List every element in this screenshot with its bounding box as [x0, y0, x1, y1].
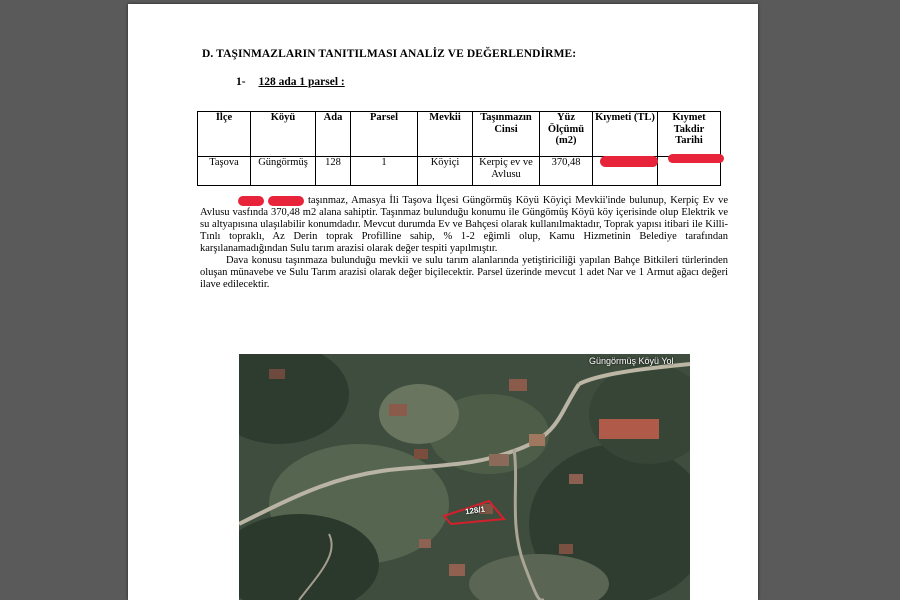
- redaction-mark-value: [600, 156, 658, 167]
- header-cinsi: Taşınmazın Cinsi: [473, 112, 540, 157]
- parcel-info-table: [197, 111, 721, 186]
- document-page: [128, 4, 758, 600]
- satellite-map-image: [239, 354, 690, 600]
- paragraph-2: Dava konusu taşınmaza bulunduğu mevkii ve sulu tarım alanlarında yetiştiriciliği yapılan Bahçe Bitkileri türlerinden oluşan münavebe ve Sulu Tarım arazisi olarak değer biçilecektir. Parsel üzerinde mevcut 1 adet Nar ve 1 Armut ağacı değeri ilave edilecektir.: [200, 255, 728, 290]
- cell-cinsi: Kerpiç ev ve Avlusu: [473, 157, 540, 186]
- cell-koyu: Güngörmüş: [251, 157, 316, 186]
- header-takdir-tarihi: Kıymet Takdir Tarihi: [658, 112, 721, 157]
- cell-yuzolcumu: 370,48: [540, 157, 593, 186]
- parcel-subheading: [236, 76, 345, 88]
- subheading-number: 1-: [236, 76, 246, 88]
- satellite-imagery: [239, 354, 690, 600]
- map-road-label: Güngörmüş Köyü Yol: [589, 356, 674, 366]
- redaction-mark-date: [668, 154, 724, 163]
- header-kiymeti: Kıymeti (TL): [593, 112, 658, 157]
- table-header-row: [198, 112, 721, 157]
- header-koyu: Köyü: [251, 112, 316, 157]
- header-parsel: Parsel: [351, 112, 418, 157]
- paragraph-1: taşınmaz, Amasya İli Taşova İlçesi Güngörmüş Köyü Köyiçi Mevkii'inde bulunup, Kerpiç Ev ve Avlusu vasfında 370,48 m2 alana sahiptir. Taşınmaz bulunduğu konumu ile Güngömüş Köyü köy içerisinde olup Elektrik ve su altyapısına ulaşılabilir konumdadır. Mevcut durumda Ev ve Bahçesi olarak kullanılmaktadır, Toprak yapısı itibari ile Killi-Tınlı topraklı, Az Derin toprak Profilline sahip, % 1-2 eğimli olup, Kamu Hizmetinin Belediye tarafından karşılanamadığından Sulu tarım arazisi olarak değer tespiti yapılmıştır.: [200, 195, 728, 254]
- map-parcel-label: 128/1: [464, 504, 486, 517]
- cell-ada: 128: [316, 157, 351, 186]
- cell-mevkii: Köyiçi: [418, 157, 473, 186]
- header-mevkii: Mevkii: [418, 112, 473, 157]
- header-ilce: İlçe: [198, 112, 251, 157]
- cell-ilce: Taşova: [198, 157, 251, 186]
- header-ada: Ada: [316, 112, 351, 157]
- description-paragraph: [200, 195, 728, 291]
- section-heading: D. TAŞINMAZLARIN TANITILMASI ANALİZ VE DEĞERLENDİRME:: [202, 48, 577, 60]
- header-yuzolcumu: Yüz Ölçümü (m2): [540, 112, 593, 157]
- subheading-text: 128 ada 1 parsel :: [258, 76, 345, 88]
- cell-parsel: 1: [351, 157, 418, 186]
